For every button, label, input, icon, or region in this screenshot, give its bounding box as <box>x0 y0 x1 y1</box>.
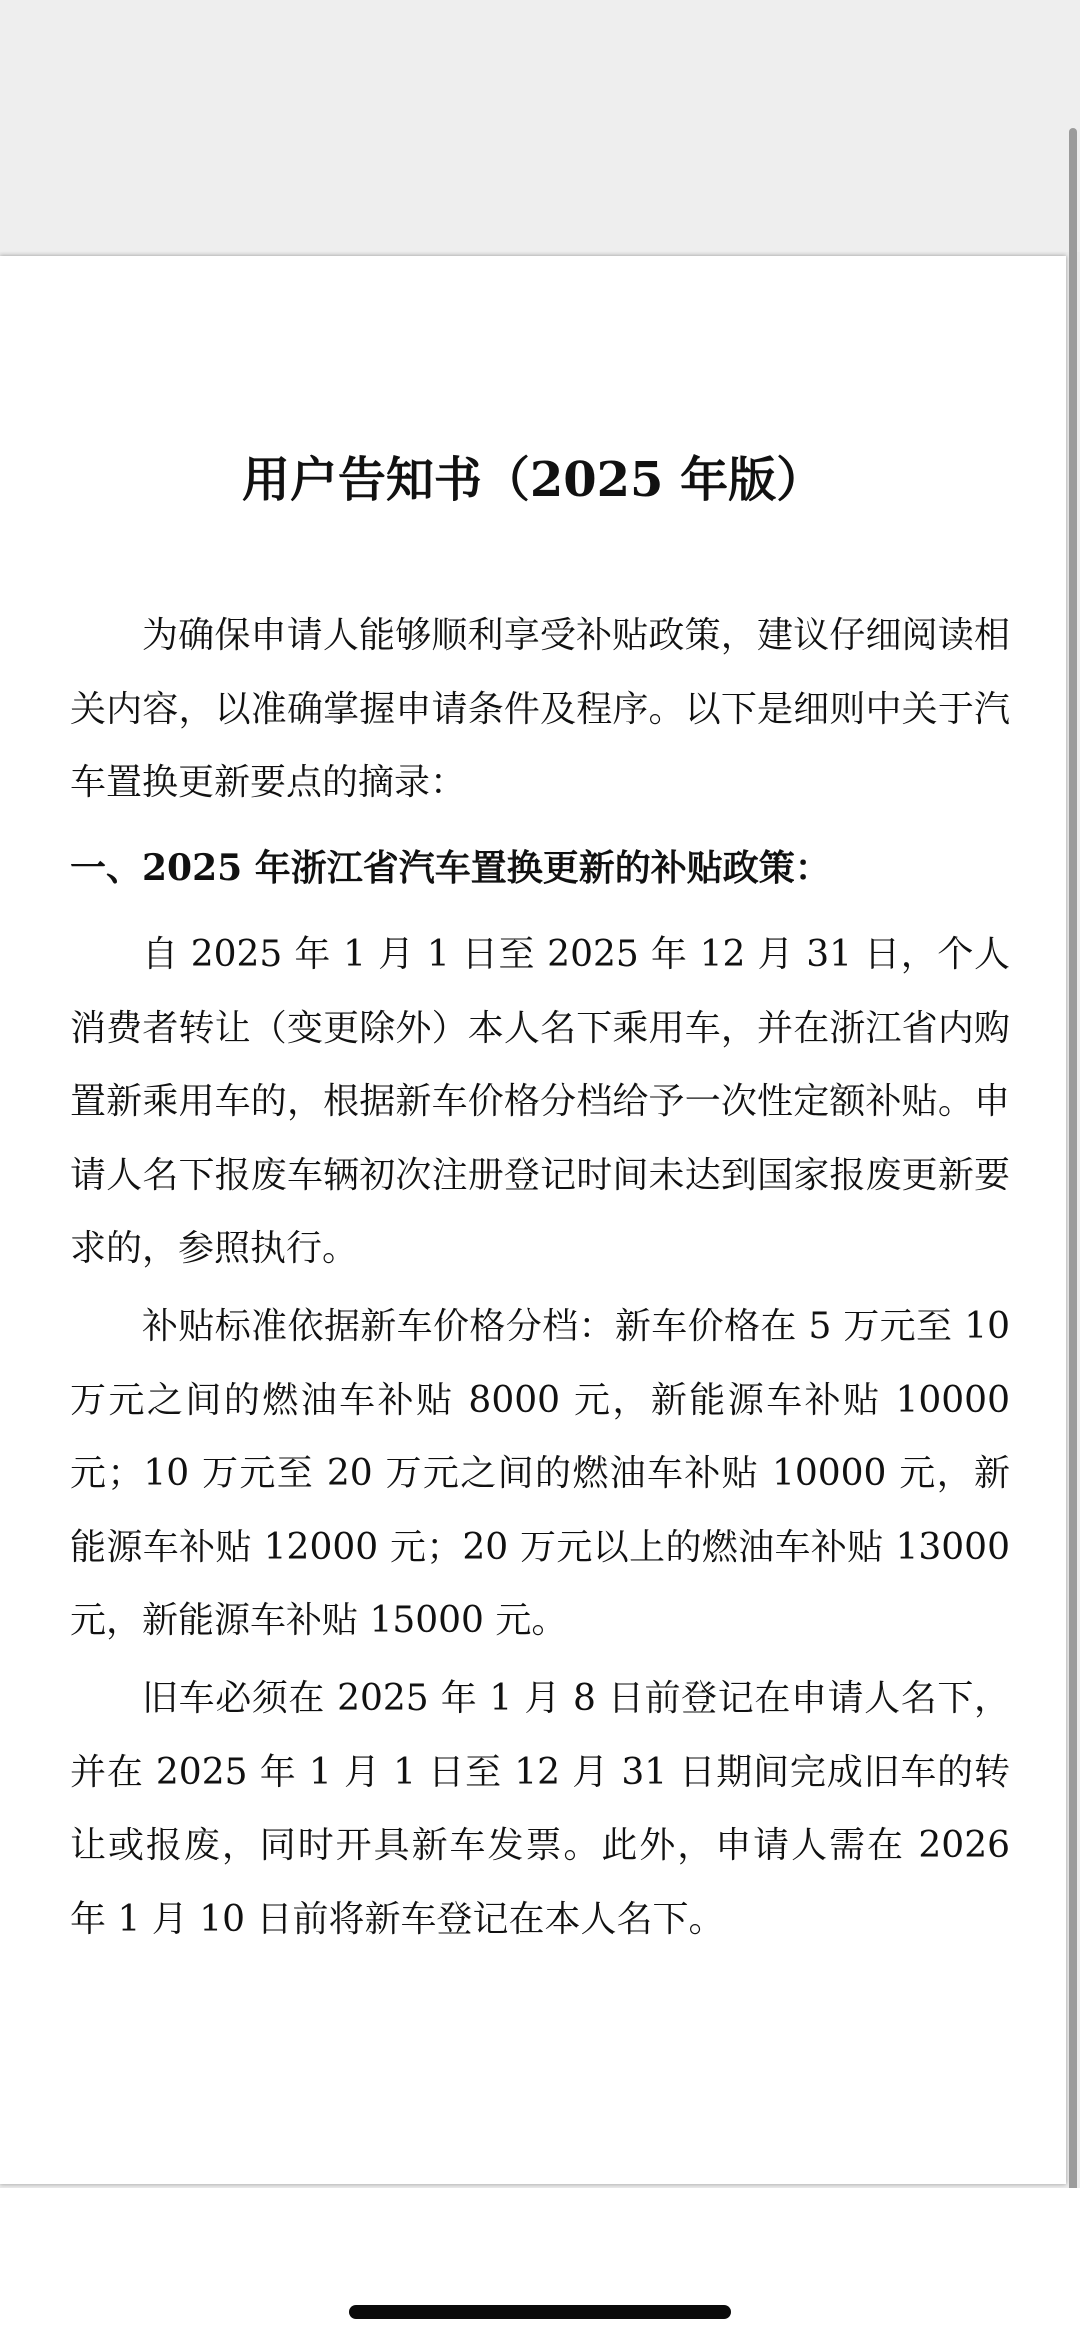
viewer-top-area <box>0 0 1080 252</box>
requirements-paragraph: 旧车必须在 2025 年 1 月 8 日前登记在申请人名下，并在 2025 年 1 月 1 日至 12 月 31 日期间完成旧车的转让或报废，同时开具新车发票。此外，申请人需在 2026 年 1 月 10 日前将新车登记在本人名下。 <box>70 1678 1010 1940</box>
intro-paragraph: 为确保申请人能够顺利享受补贴政策，建议仔细阅读相关内容，以准确掌握申请条件及程序。以下是细则中关于汽车置换更新要点的摘录： <box>70 615 1010 803</box>
section-heading: 一、2025 年浙江省汽车置换更新的补贴政策： <box>70 847 831 889</box>
policy-scope-paragraph: 自 2025 年 1 月 1 日至 2025 年 12 月 31 日，个人消费者转让（变更除外）本人名下乘用车，并在浙江省内购置新乘用车的，根据新车价格分档给予一次性定额补贴。申请人名下报废车辆初次注册登记时间未达到国家报废更新要求的，参照执行。 <box>70 934 1010 1269</box>
document-title: 用户告知书（2025 年版） <box>241 452 825 509</box>
scrollbar[interactable] <box>1069 128 1077 2293</box>
home-indicator[interactable] <box>349 2305 731 2319</box>
subsidy-standard-paragraph: 补贴标准依据新车价格分档：新车价格在 5 万元至 10 万元之间的燃油车补贴 8000 元，新能源车补贴 10000 元；10 万元至 20 万元之间的燃油车补贴 10000 元，新能源车补贴 12000 元；20 万元以上的燃油车补贴 13000 元，新能源车补贴 15000 元。 <box>70 1306 1010 1641</box>
